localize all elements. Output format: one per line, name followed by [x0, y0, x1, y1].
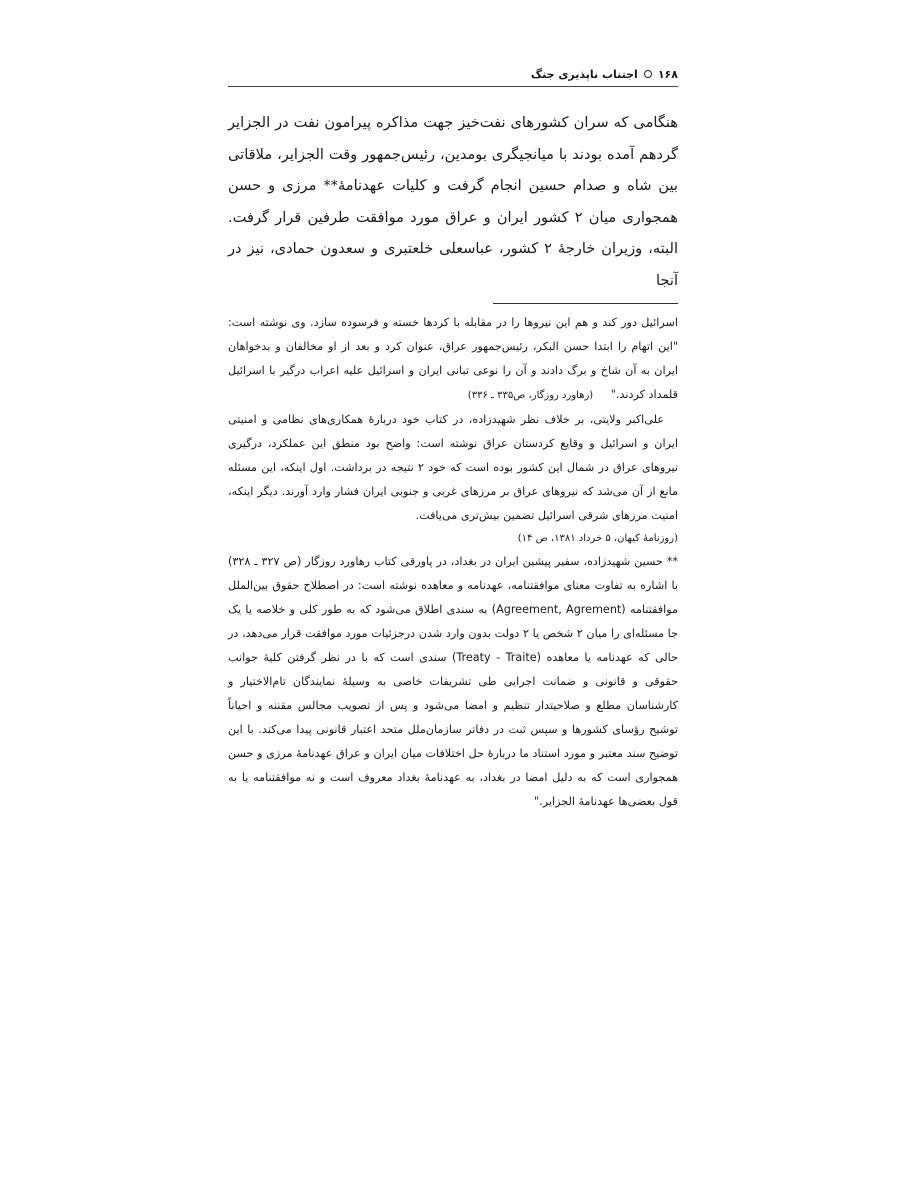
footnote-continued: [228, 311, 678, 408]
footnote-continued-citation: (رهاورد روزگار، ص۳۳۵ ـ ۳۳۶): [467, 390, 594, 401]
running-title: اجتناب ناپذیری جنگ: [530, 67, 638, 81]
footnote-velayati: علی‌اکبر ولایتی، بر خلاف نظر شهیدزاده، در کتاب خود دربارهٔ همکاری‌های نظامی و امنیتی ایران و اسرائیل و وقایع کردستان عراق نوشته است: واضح بود منطق این عملکرد، درگیری نیروهای عراق در شمال این کشور بوده است که خود ۲ نتیجه در برداشت. اول اینکه، این مسئله مانع از آن می‌شد که نیروهای عراق بر مرزهای غربی و جنوبی ایران فشار وارد آورند. دیگر اینکه، امنیت مرزهای شرقی اسرائیل تضمین بیش‌تری می‌یافت.: [228, 413, 679, 522]
book-page: [228, 64, 678, 814]
body-paragraph: هنگامی که سران کشورهای نفت‌خیز جهت مذاکره پیرامون نفت در الجزایر گردهم آمده بودند با میانجیگری بومدین، رئیس‌جمهور وقت الجزایر، ملاقاتی بین شاه و صدام حسین انجام گرفت و کلیات عهدنامهٔ** مرزی و حسن همجواری میان ۲ کشور ایران و عراق مورد موافقت طرفین قرار گرفت. البته، وزیران خارجهٔ ۲ کشور، عباسعلی خلعتبری و سعدون حمادی، نیز در آنجا: [228, 114, 679, 289]
page-number: ۱۶۸: [657, 67, 678, 81]
footnote-rule: [493, 303, 678, 304]
footnote-velayati-citation: (روزنامهٔ کیهان، ۵ خرداد ۱۳۸۱، ص ۱۴): [517, 533, 678, 544]
footnotes: [228, 311, 678, 814]
footnote-continued-text: اسرائیل دور کند و هم این نیروها را در مقابله با کردها خسته و فرسوده سازد. وی نوشته است: "این اتهام را ابتدا حسن البکر، رئیس‌جمهور عراق، عنوان کرد و بعد از او مخالفان و بدخواهان ایران به آن شاخ و برگ دادند و آن را نوعی تبانی ایران و اسرائیل علیه اعراب درگیر با اسرائیل قلمداد کردند.": [228, 316, 678, 401]
running-header: [228, 64, 678, 87]
main-text: [228, 107, 678, 296]
circle-separator-icon: [644, 70, 652, 78]
footnote-double-star: ** حسین شهیدزاده، سفیر پیشین ایران در بغداد، در پاورقی کتاب رهاورد روزگار (ص ۳۲۷ ـ ۳۲۸) با اشاره به تفاوت معنای موافقتنامه، عهدنامه و معاهده نوشته است: در اصطلاح حقوق بین‌الملل موافقتنامه (Agreement, Agrement) به سندی اطلاق می‌شود که به طور کلی و خلاصه یا یک جا مسئله‌ای را میان ۲ شخص یا ۲ دولت بدون وارد شدن درجزئیات مورد موافقت قرار می‌دهد، در حالی که عهدنامه یا معاهده (Treaty - Traite) سندی است که با در نظر گرفتن کلیهٔ جوانب حقوقی و قانونی و ضمانت اجرایی طی تشریفات خاصی به وسیلهٔ نمایندگان تام‌الاختیار و کارشناسان مطلع و صلاحیتدار تنظیم و امضا می‌شود و پس از تصویب مجالس مقننه و احیاناً توشیح رؤسای کشورها و سپس ثبت در دفاتر سازمان‌ملل متحد اعتبار قانونی پیدا می‌کند. با این توضیح سند معتبر و مورد استناد ما دربارهٔ حل اختلافات میان ایران و عراق عهدنامهٔ مرزی و حسن همجواری است که به دلیل امضا در بغداد، به عهدنامهٔ بغداد معروف است و نه موافقتنامه یا به قول بعضی‌ها عهدنامهٔ الجزایر.": [228, 555, 679, 808]
